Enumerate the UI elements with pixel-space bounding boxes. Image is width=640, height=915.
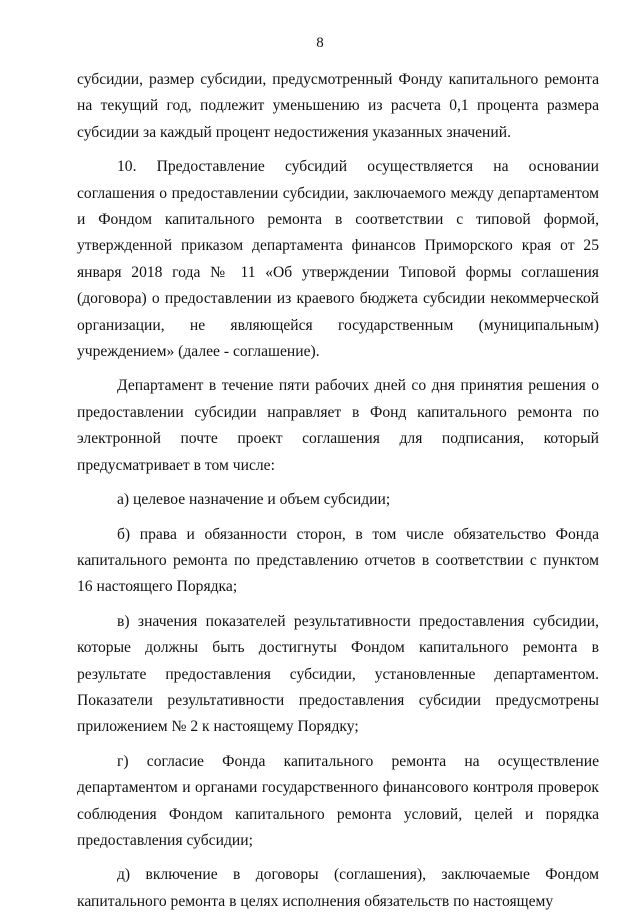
list-item-d: д) включение в договоры (соглашения), заключаемые Фондом капитального ремонта в целях исполнения обязательств по настоящему [77,866,599,910]
paragraph-department-sends-draft: Департамент в течение пяти рабочих дней со дня принятия решения о предоставлении субсидии направляет в Фонд капитального ремонта по электронной почте проект соглашения для подписания, который предусматривает в том числе: [77,377,599,474]
list-item-g: г) согласие Фонда капитального ремонта на осуществление департаментом и органами государственного финансового контроля проверок соблюдения Фондом капитального ремонта условий, целей и порядка предоставления субсидии; [77,752,599,849]
list-item-v: в) значения показателей результативности предоставления субсидии, которые должны быть достигнуты Фондом капитального ремонта в результате предоставления субсидии, установленные департаментом. Показатели результативности предоставления субсидии предусмотрены приложением № 2 к настоящему Порядку; [77,612,599,736]
list-item-b: б) права и обязанности сторон, в том числе обязательство Фонда капитального ремонта по представлению отчетов в соответствии с пунктом 16 настоящего Порядка; [77,525,599,596]
document-body [77,67,599,915]
paragraph-continuation: субсидии, размер субсидии, предусмотренный Фонду капитального ремонта на текущий год, подлежит уменьшению из расчета 0,1 процента размера субсидии за каждый процент недостижения указанных значений. [77,71,599,141]
paragraph-item-10: 10. Предоставление субсидий осуществляется на основании соглашения о предоставлении субсидии, заключаемого между департаментом и Фондом капитального ремонта в соответствии с типовой формой, утвержденной приказом департамента финансов Приморского края от 25 января 2018 года № 11 «Об утверждении Типовой формы соглашения (договора) о предоставлении из краевого бюджета субсидии некоммерческой организации, не являющейся государственным (муниципальным) учреждением» (далее - соглашение). [77,158,599,361]
page-number: 8 [316,35,324,51]
list-item-a: а) целевое назначение и объем субсидии; [117,491,391,509]
